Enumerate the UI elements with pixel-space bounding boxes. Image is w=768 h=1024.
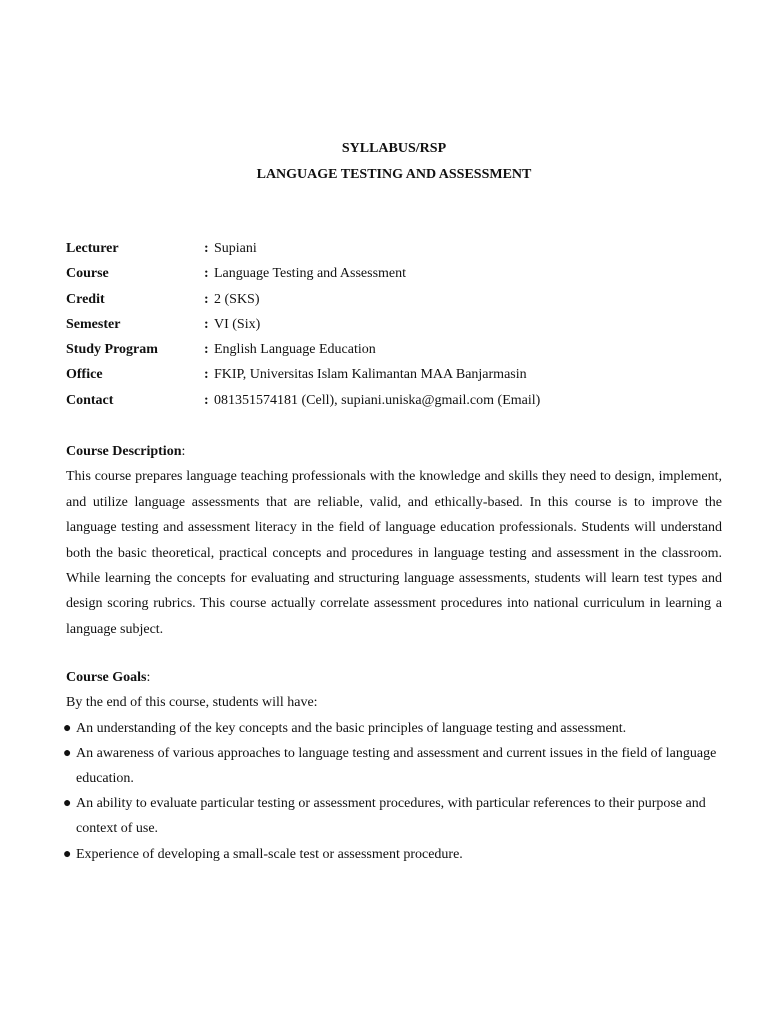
info-separator: : bbox=[204, 291, 209, 307]
list-item bbox=[63, 842, 722, 867]
info-separator: : bbox=[204, 392, 209, 408]
info-value: English Language Education bbox=[214, 342, 376, 358]
info-separator: : bbox=[204, 367, 209, 383]
course-info-table bbox=[66, 240, 726, 417]
course-description-heading bbox=[66, 439, 722, 464]
info-row-course bbox=[66, 265, 726, 290]
info-value: Supiani bbox=[214, 241, 257, 256]
heading-colon: : bbox=[181, 444, 186, 459]
bullet-icon: ● bbox=[63, 745, 72, 761]
course-description-body: This course prepares language teaching professionals with the knowledge and skills they need to design, implement, and utilize language assessments that are reliable, valid, and ethically-based. In this course is to improve the language testing and assessment literacy in the field of language education professionals. Students will understand both the basic theoretical, practical concepts and procedures in language testing and assessment in the classroom. While learning the concepts for evaluating and structuring language assessments, students will learn test types and design scoring rubrics. This course actually correlate assessment procedures into national curriculum in learning a language subject. bbox=[66, 469, 722, 637]
info-label: Credit bbox=[66, 291, 105, 307]
document-title: SYLLABUS/RSP bbox=[341, 141, 447, 156]
info-value: 081351574181 (Cell), supiani.uniska@gmail.com (Email) bbox=[214, 392, 541, 408]
bullet-icon: ● bbox=[63, 720, 72, 736]
course-goals-section bbox=[63, 665, 722, 867]
info-value: Language Testing and Assessment bbox=[214, 266, 407, 282]
bullet-icon: ● bbox=[63, 846, 72, 862]
course-goals-intro: By the end of this course, students will have: bbox=[66, 695, 318, 711]
course-goals-heading bbox=[66, 665, 722, 690]
bullet-icon: ● bbox=[63, 796, 72, 812]
info-label: Semester bbox=[66, 316, 121, 332]
heading-text: Course Goals bbox=[66, 670, 147, 685]
info-label: Course bbox=[66, 266, 109, 282]
heading-colon: : bbox=[146, 670, 151, 685]
info-row-credit bbox=[66, 291, 726, 316]
info-separator: : bbox=[204, 316, 209, 332]
list-item bbox=[63, 791, 722, 841]
goal-text: An ability to evaluate particular testing or assessment procedures, with particular references to their purpose and context of use. bbox=[76, 796, 706, 837]
list-item bbox=[63, 716, 722, 741]
info-row-lecturer bbox=[66, 240, 726, 265]
info-separator: : bbox=[204, 342, 209, 358]
heading-text: Course Description bbox=[66, 444, 182, 459]
info-row-office bbox=[66, 366, 726, 391]
course-title: LANGUAGE TESTING AND ASSESSMENT bbox=[256, 167, 532, 182]
info-row-semester bbox=[66, 316, 726, 341]
goal-text: An awareness of various approaches to language testing and assessment and current issues in the field of language education. bbox=[76, 745, 717, 786]
info-separator: : bbox=[204, 266, 209, 282]
info-label: Contact bbox=[66, 392, 114, 408]
info-label: Study Program bbox=[66, 342, 158, 358]
info-value: 2 (SKS) bbox=[214, 291, 260, 307]
goal-text: Experience of developing a small-scale test or assessment procedure. bbox=[76, 846, 463, 862]
list-item bbox=[63, 741, 722, 791]
info-row-contact bbox=[66, 392, 726, 417]
info-value: VI (Six) bbox=[214, 316, 261, 332]
info-value: FKIP, Universitas Islam Kalimantan MAA Banjarmasin bbox=[214, 367, 527, 383]
info-label: Office bbox=[66, 367, 103, 383]
info-label: Lecturer bbox=[66, 241, 119, 256]
info-row-study-program bbox=[66, 341, 726, 366]
info-separator: : bbox=[204, 241, 209, 256]
goal-text: An understanding of the key concepts and the basic principles of language testing and assessment. bbox=[76, 720, 627, 736]
course-description-section bbox=[66, 439, 722, 642]
